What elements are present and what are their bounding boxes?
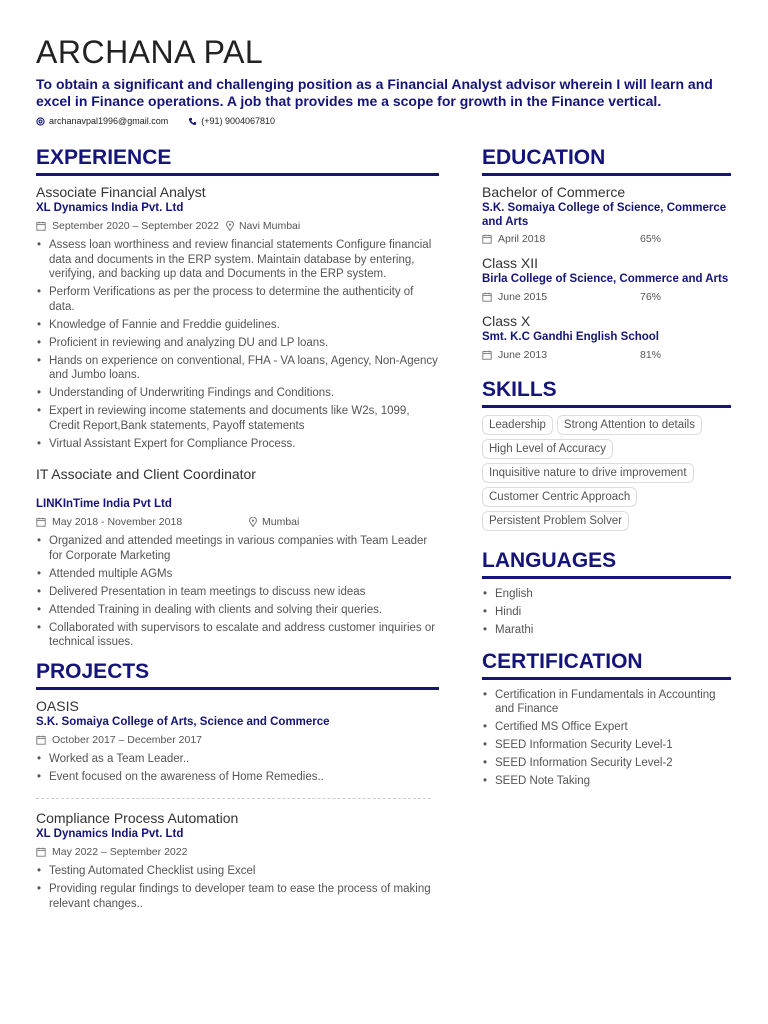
skills-section — [482, 378, 731, 531]
project-bullets — [36, 864, 439, 911]
skill-tag: High Level of Accuracy — [482, 439, 613, 459]
education-meta — [482, 232, 731, 246]
job-bullets — [36, 534, 439, 650]
bullet-item: • Worked as a Team Leader.. — [36, 752, 439, 767]
objective-statement: To obtain a significant and challenging position as a Financial Analyst advisor wherein I will learn and excel in Finance operations. A job that provides me a scope for growth in the Finance vertical. — [36, 76, 713, 109]
language-item: • English — [482, 587, 731, 602]
skill-tag: Strong Attention to details — [557, 415, 702, 435]
projects-section — [36, 660, 439, 912]
degree-name: Class XII — [482, 255, 539, 271]
section-title-education: EDUCATION — [482, 146, 731, 176]
email-contact[interactable] — [36, 116, 168, 126]
job-dates: May 2018 - November 2018 — [52, 516, 183, 528]
education-meta — [482, 290, 731, 304]
email-text: archanavpal1996@gmail.com — [49, 116, 169, 126]
project-org: XL Dynamics India Pvt. Ltd — [36, 828, 184, 840]
job-title: Associate Financial Analyst — [36, 184, 206, 200]
job-location — [225, 219, 300, 233]
project-meta — [36, 733, 439, 747]
education-item — [482, 254, 731, 304]
bullet-item: • Hands on experience on conventional, FHA - VA loans, Agency, Non-Agency and Jumbo loans. — [36, 354, 439, 383]
degree-name: Class X — [482, 313, 531, 329]
calendar-icon — [482, 292, 492, 302]
certification-list — [482, 688, 731, 789]
left-column — [36, 146, 439, 915]
certification-item: • SEED Information Security Level-2 — [482, 756, 731, 771]
school-name: Smt. K.C Gandhi English School — [482, 331, 659, 343]
bullet-item: • Providing regular findings to developer team to ease the process of making relevant changes.. — [36, 882, 439, 911]
company-name: LINKInTime India Pvt Ltd — [36, 498, 172, 510]
skill-tag: Leadership — [482, 415, 553, 435]
calendar-icon — [36, 735, 46, 745]
bullet-item: • Expert in reviewing income statements and documents like W2s, 1099, Credit Report,Bank statements, Payoff statements — [36, 404, 439, 433]
project-item — [36, 809, 439, 911]
project-name: OASIS — [36, 697, 79, 714]
phone-icon — [188, 117, 197, 126]
map-pin-icon — [225, 221, 235, 231]
bullet-item: • Collaborated with supervisors to escalate and address customer inquiries or technical issues. — [36, 621, 439, 650]
bullet-item: • Organized and attended meetings in various companies with Team Leader for Corporate Marketing — [36, 534, 439, 563]
job-title: IT Associate and Client Coordinator — [36, 466, 256, 482]
skill-tags — [482, 415, 731, 531]
phone-text: (+91) 9004067810 — [201, 116, 276, 126]
at-icon — [36, 117, 45, 126]
bullet-item: • Attended multiple AGMs — [36, 567, 439, 582]
education-score: 65% — [640, 233, 662, 245]
project-dates: May 2022 – September 2022 — [52, 846, 188, 858]
education-date: June 2013 — [498, 349, 548, 361]
certification-section — [482, 650, 731, 789]
project-meta — [36, 845, 439, 859]
education-item — [482, 183, 731, 246]
language-item: • Marathi — [482, 623, 731, 638]
experience-item — [36, 465, 439, 650]
bullet-item: • Assess loan worthiness and review financial statements Configure financial data and documents in the ERP system. Maintain database by entering, verifying, and backing up data and Documents in the ERP system. — [36, 238, 439, 282]
language-list — [482, 587, 731, 638]
calendar-icon — [482, 350, 492, 360]
project-bullets — [36, 752, 439, 785]
job-meta — [36, 515, 439, 529]
education-section — [482, 146, 731, 362]
degree-name: Bachelor of Commerce — [482, 184, 626, 200]
contact-info — [36, 116, 275, 126]
skill-tag: Inquisitive nature to drive improvement — [482, 463, 694, 483]
bullet-item: • Delivered Presentation in team meetings to discuss new ideas — [36, 585, 439, 600]
project-org: S.K. Somaiya College of Arts, Science and Commerce — [36, 715, 330, 728]
certification-item: • Certified MS Office Expert — [482, 720, 731, 735]
bullet-item: • Virtual Assistant Expert for Compliance Process. — [36, 437, 439, 452]
company-name: XL Dynamics India Pvt. Ltd — [36, 202, 184, 214]
education-meta — [482, 348, 731, 362]
section-title-projects: PROJECTS — [36, 660, 439, 690]
school-name: S.K. Somaiya College of Science, Commerce and Arts — [482, 202, 727, 228]
certification-item: • SEED Note Taking — [482, 774, 731, 789]
candidate-name: ARCHANA PAL — [36, 34, 264, 70]
education-date: April 2018 — [498, 233, 546, 245]
job-meta — [36, 219, 439, 233]
project-dates: October 2017 – December 2017 — [52, 733, 203, 746]
bullet-item: • Perform Verifications as per the process to determine the authenticity of data. — [36, 285, 439, 314]
project-name: Compliance Process Automation — [36, 810, 239, 826]
project-item — [36, 697, 439, 785]
bullet-item: • Event focused on the awareness of Home Remedies.. — [36, 770, 439, 785]
location-text: Navi Mumbai — [238, 220, 301, 232]
section-title-skills: SKILLS — [482, 378, 731, 408]
experience-section — [36, 146, 439, 650]
experience-item — [36, 183, 439, 451]
bullet-item: • Knowledge of Fannie and Freddie guidelines. — [36, 318, 439, 333]
project-divider — [36, 798, 431, 799]
certification-item: • SEED Information Security Level-1 — [482, 738, 731, 753]
job-dates: September 2020 – September 2022 — [52, 220, 219, 232]
bullet-item: • Proficient in reviewing and analyzing DU and LP loans. — [36, 336, 439, 351]
bullet-item: • Understanding of Underwriting Findings and Conditions. — [36, 386, 439, 401]
language-item: • Hindi — [482, 605, 731, 620]
section-title-experience: EXPERIENCE — [36, 146, 439, 176]
bullet-item: • Attended Training in dealing with clients and solving their queries. — [36, 603, 439, 618]
bullet-item: • Testing Automated Checklist using Excel — [36, 864, 439, 879]
calendar-icon — [36, 221, 46, 231]
education-item — [482, 312, 731, 362]
education-score: 81% — [640, 349, 662, 361]
section-title-certification: CERTIFICATION — [482, 650, 731, 680]
certification-item: • Certification in Fundamentals in Accounting and Finance — [482, 688, 731, 717]
section-title-languages: LANGUAGES — [482, 549, 731, 579]
skill-tag: Customer Centric Approach — [482, 487, 637, 507]
phone-contact[interactable] — [188, 116, 275, 126]
education-date: June 2015 — [498, 291, 548, 303]
languages-section — [482, 549, 731, 638]
map-pin-icon — [248, 517, 258, 527]
job-location — [248, 515, 299, 529]
skill-tag: Persistent Problem Solver — [482, 511, 629, 531]
right-column — [482, 146, 731, 792]
calendar-icon — [36, 847, 46, 857]
calendar-icon — [36, 517, 46, 527]
education-score: 76% — [640, 291, 662, 303]
location-text: Mumbai — [262, 516, 300, 528]
calendar-icon — [482, 234, 492, 244]
job-bullets — [36, 238, 439, 451]
school-name: Birla College of Science, Commerce and Arts — [482, 273, 729, 285]
